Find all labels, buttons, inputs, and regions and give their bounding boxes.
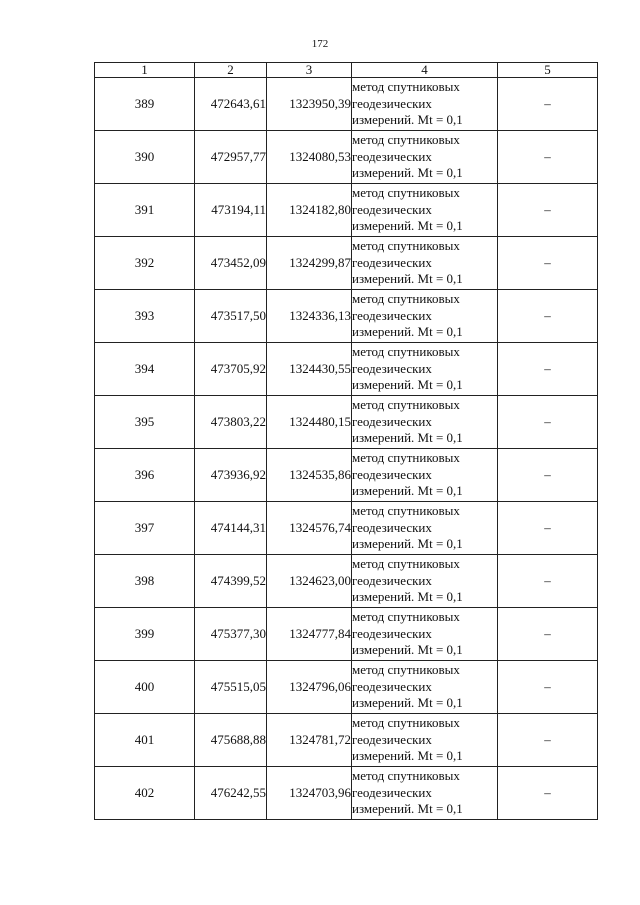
y-coordinate-cell: 1324299,87 xyxy=(267,237,352,290)
x-coordinate-cell: 473936,92 xyxy=(195,449,267,502)
note-cell: – xyxy=(498,661,598,714)
y-coordinate-cell: 1324777,84 xyxy=(267,608,352,661)
method-line: метод спутниковых xyxy=(352,79,460,95)
method-line: геодезических xyxy=(352,360,432,376)
table-body xyxy=(95,78,598,820)
header-col-3: 3 xyxy=(267,63,352,78)
method-cell xyxy=(352,78,498,131)
y-coordinate-cell: 1324480,15 xyxy=(267,396,352,449)
method-line: измерений. Mt = 0,1 xyxy=(352,112,463,128)
x-coordinate-cell: 472957,77 xyxy=(195,131,267,184)
method-cell xyxy=(352,290,498,343)
table-row xyxy=(95,555,598,608)
method-line: геодезических xyxy=(352,254,432,270)
x-coordinate-cell: 474399,52 xyxy=(195,555,267,608)
method-cell xyxy=(352,608,498,661)
point-number-cell: 392 xyxy=(95,237,195,290)
point-number-cell: 393 xyxy=(95,290,195,343)
table-row xyxy=(95,608,598,661)
point-number-cell: 397 xyxy=(95,502,195,555)
note-cell: – xyxy=(498,343,598,396)
method-line: метод спутниковых xyxy=(352,450,460,466)
method-line: геодезических xyxy=(352,413,432,429)
point-number-cell: 394 xyxy=(95,343,195,396)
y-coordinate-cell: 1324080,53 xyxy=(267,131,352,184)
method-cell xyxy=(352,131,498,184)
note-cell: – xyxy=(498,237,598,290)
method-line: метод спутниковых xyxy=(352,397,460,413)
point-number-cell: 396 xyxy=(95,449,195,502)
method-line: метод спутниковых xyxy=(352,132,460,148)
table-row xyxy=(95,767,598,820)
method-line: геодезических xyxy=(352,95,432,111)
header-col-5: 5 xyxy=(498,63,598,78)
header-row xyxy=(95,63,598,78)
y-coordinate-cell: 1324336,13 xyxy=(267,290,352,343)
header-col-2: 2 xyxy=(195,63,267,78)
point-number-cell: 400 xyxy=(95,661,195,714)
method-line: измерений. Mt = 0,1 xyxy=(352,748,463,764)
y-coordinate-cell: 1324796,06 xyxy=(267,661,352,714)
table-row xyxy=(95,661,598,714)
method-line: измерений. Mt = 0,1 xyxy=(352,165,463,181)
method-line: метод спутниковых xyxy=(352,291,460,307)
point-number-cell: 398 xyxy=(95,555,195,608)
x-coordinate-cell: 476242,55 xyxy=(195,767,267,820)
method-cell xyxy=(352,661,498,714)
note-cell: – xyxy=(498,502,598,555)
method-line: метод спутниковых xyxy=(352,715,460,731)
method-line: геодезических xyxy=(352,201,432,217)
point-number-cell: 390 xyxy=(95,131,195,184)
method-cell xyxy=(352,396,498,449)
point-number-cell: 402 xyxy=(95,767,195,820)
method-cell xyxy=(352,555,498,608)
x-coordinate-cell: 473517,50 xyxy=(195,290,267,343)
table-row xyxy=(95,78,598,131)
method-cell xyxy=(352,184,498,237)
table-row xyxy=(95,502,598,555)
method-line: измерений. Mt = 0,1 xyxy=(352,271,463,287)
header-col-4: 4 xyxy=(352,63,498,78)
method-line: геодезических xyxy=(352,625,432,641)
method-cell xyxy=(352,343,498,396)
method-line: геодезических xyxy=(352,466,432,482)
y-coordinate-cell: 1324535,86 xyxy=(267,449,352,502)
method-line: метод спутниковых xyxy=(352,344,460,360)
page-number: 172 xyxy=(311,38,329,50)
method-line: измерений. Mt = 0,1 xyxy=(352,218,463,234)
note-cell: – xyxy=(498,608,598,661)
method-line: геодезических xyxy=(352,784,432,800)
method-line: измерений. Mt = 0,1 xyxy=(352,801,463,817)
method-cell xyxy=(352,767,498,820)
y-coordinate-cell: 1324182,80 xyxy=(267,184,352,237)
method-cell xyxy=(352,714,498,767)
note-cell: – xyxy=(498,396,598,449)
x-coordinate-cell: 473705,92 xyxy=(195,343,267,396)
method-line: измерений. Mt = 0,1 xyxy=(352,324,463,340)
method-line: измерений. Mt = 0,1 xyxy=(352,642,463,658)
method-line: измерений. Mt = 0,1 xyxy=(352,430,463,446)
method-line: геодезических xyxy=(352,307,432,323)
x-coordinate-cell: 475688,88 xyxy=(195,714,267,767)
point-number-cell: 389 xyxy=(95,78,195,131)
table-row xyxy=(95,449,598,502)
note-cell: – xyxy=(498,767,598,820)
x-coordinate-cell: 473194,11 xyxy=(195,184,267,237)
table-row xyxy=(95,184,598,237)
point-number-cell: 395 xyxy=(95,396,195,449)
note-cell: – xyxy=(498,555,598,608)
x-coordinate-cell: 475377,30 xyxy=(195,608,267,661)
coordinates-table xyxy=(94,62,598,820)
table-header xyxy=(95,63,598,78)
x-coordinate-cell: 472643,61 xyxy=(195,78,267,131)
note-cell: – xyxy=(498,714,598,767)
note-cell: – xyxy=(498,131,598,184)
table-row xyxy=(95,131,598,184)
y-coordinate-cell: 1324703,96 xyxy=(267,767,352,820)
note-cell: – xyxy=(498,184,598,237)
method-line: метод спутниковых xyxy=(352,503,460,519)
note-cell: – xyxy=(498,290,598,343)
method-line: метод спутниковых xyxy=(352,609,460,625)
method-cell xyxy=(352,449,498,502)
method-line: геодезических xyxy=(352,148,432,164)
method-line: измерений. Mt = 0,1 xyxy=(352,695,463,711)
method-line: измерений. Mt = 0,1 xyxy=(352,483,463,499)
y-coordinate-cell: 1324430,55 xyxy=(267,343,352,396)
y-coordinate-cell: 1323950,39 xyxy=(267,78,352,131)
method-line: геодезических xyxy=(352,678,432,694)
method-cell xyxy=(352,237,498,290)
method-cell xyxy=(352,502,498,555)
table-row xyxy=(95,396,598,449)
header-col-1: 1 xyxy=(95,63,195,78)
method-line: геодезических xyxy=(352,519,432,535)
point-number-cell: 391 xyxy=(95,184,195,237)
table-row xyxy=(95,343,598,396)
note-cell: – xyxy=(498,78,598,131)
method-line: измерений. Mt = 0,1 xyxy=(352,377,463,393)
method-line: метод спутниковых xyxy=(352,768,460,784)
point-number-cell: 401 xyxy=(95,714,195,767)
method-line: метод спутниковых xyxy=(352,185,460,201)
method-line: измерений. Mt = 0,1 xyxy=(352,589,463,605)
table-row xyxy=(95,237,598,290)
method-line: геодезических xyxy=(352,572,432,588)
y-coordinate-cell: 1324781,72 xyxy=(267,714,352,767)
x-coordinate-cell: 475515,05 xyxy=(195,661,267,714)
x-coordinate-cell: 474144,31 xyxy=(195,502,267,555)
point-number-cell: 399 xyxy=(95,608,195,661)
method-line: метод спутниковых xyxy=(352,238,460,254)
table-row xyxy=(95,714,598,767)
method-line: метод спутниковых xyxy=(352,556,460,572)
y-coordinate-cell: 1324576,74 xyxy=(267,502,352,555)
note-cell: – xyxy=(498,449,598,502)
x-coordinate-cell: 473452,09 xyxy=(195,237,267,290)
method-line: метод спутниковых xyxy=(352,662,460,678)
table-row xyxy=(95,290,598,343)
y-coordinate-cell: 1324623,00 xyxy=(267,555,352,608)
method-line: геодезических xyxy=(352,731,432,747)
x-coordinate-cell: 473803,22 xyxy=(195,396,267,449)
method-line: измерений. Mt = 0,1 xyxy=(352,536,463,552)
